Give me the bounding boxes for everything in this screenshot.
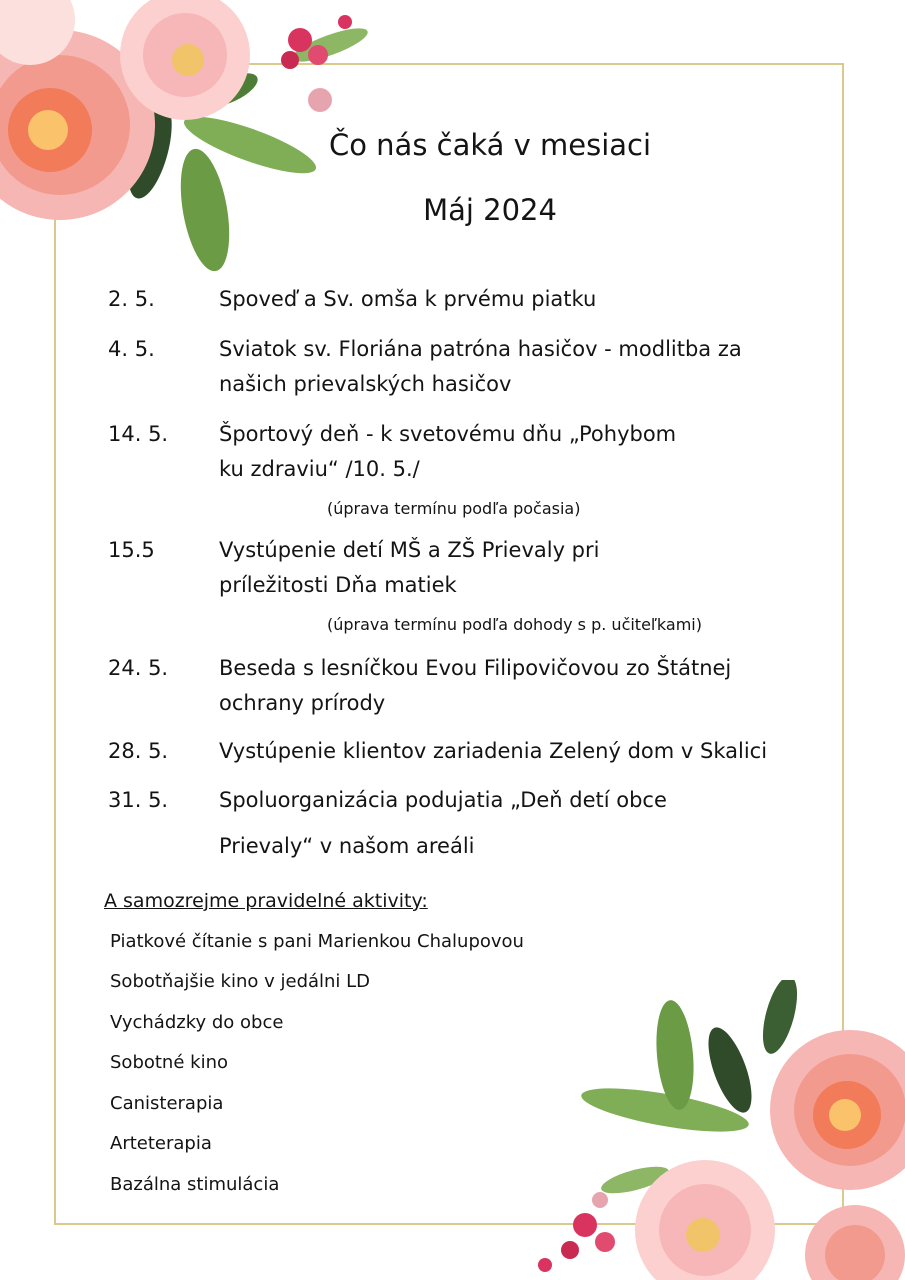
event-text-continued: príležitosti Dňa matiek — [219, 573, 457, 597]
event-text: Vystúpenie klientov zariadenia Zelený dom v Skalici — [219, 739, 768, 763]
page-subtitle-month: Máj 2024 — [423, 193, 557, 227]
regular-activities-heading: A samozrejme pravidelné aktivity: — [104, 890, 428, 912]
activity-item: Sobotňajšie kino v jedálni LD — [110, 971, 371, 992]
event-text: Sviatok sv. Floriána patróna hasičov - modlitba za — [219, 337, 742, 361]
activity-item: Piatkové čítanie s pani Marienkou Chalupovou — [110, 931, 524, 952]
event-text: Spoluorganizácia podujatia „Deň detí obce — [219, 788, 667, 812]
event-date: 24. 5. — [108, 656, 169, 680]
event-date: 15.5 — [108, 538, 155, 562]
event-note: (úprava termínu podľa dohody s p. učiteľkami) — [327, 615, 702, 634]
event-text: Spoveď a Sv. omša k prvému piatku — [219, 287, 597, 311]
activity-item: Canisterapia — [110, 1093, 224, 1114]
page-title: Čo nás čaká v mesiaci — [328, 128, 652, 162]
event-text-continued: ku zdraviu“ /10. 5./ — [219, 457, 420, 481]
event-date: 2. 5. — [108, 287, 155, 311]
activity-item: Vychádzky do obce — [110, 1012, 284, 1033]
activity-item: Arteterapia — [110, 1133, 212, 1154]
event-text-continued: našich prievalských hasičov — [219, 372, 512, 396]
event-text: Beseda s lesníčkou Evou Filipovičovou zo Štátnej — [219, 656, 732, 680]
event-date: 28. 5. — [108, 739, 169, 763]
activity-item: Sobotné kino — [110, 1052, 228, 1073]
activity-item: Bazálna stimulácia — [110, 1174, 280, 1195]
event-text: Športový deň - k svetovému dňu „Pohybom — [219, 422, 677, 446]
event-date: 4. 5. — [108, 337, 155, 361]
event-note: (úprava termínu podľa počasia) — [327, 499, 581, 518]
event-date: 14. 5. — [108, 422, 169, 446]
event-text: Vystúpenie detí MŠ a ZŠ Prievaly pri — [219, 538, 600, 562]
event-text-continued: ochrany prírody — [219, 691, 386, 715]
event-text-continued: Prievaly“ v našom areáli — [219, 834, 475, 858]
event-date: 31. 5. — [108, 788, 169, 812]
